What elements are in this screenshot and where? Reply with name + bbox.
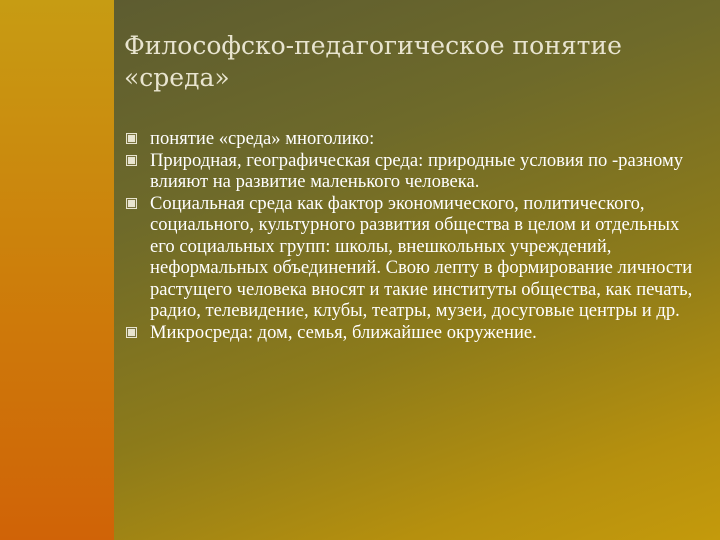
bullet-item bbox=[124, 128, 704, 150]
bullet-item bbox=[124, 322, 704, 344]
square-bullet-icon bbox=[126, 198, 137, 209]
bullet-item bbox=[124, 150, 704, 193]
square-bullet-icon bbox=[126, 155, 137, 166]
square-bullet-icon bbox=[126, 327, 137, 338]
bullet-text: Природная, географическая среда: природные условия по -разному влияют на развитие маленького человека. bbox=[150, 149, 684, 192]
left-accent-stripe bbox=[0, 0, 114, 540]
bullet-text: Социальная среда как фактор экономического, политического, социального, культурного развития общества в целом и отдельных его социальных групп: школы, внешкольных учреждений, неформальных объединений. Свою лепту в формирование личности растущего человека вносят и такие институты общества, как печать, радио, телевидение, клубы, театры, музеи, досуговые центры и др. bbox=[150, 192, 693, 321]
square-bullet-icon bbox=[126, 133, 137, 144]
slide-title: Философско-педагогическое понятие «среда» bbox=[124, 31, 622, 92]
bullet-text: Микросреда: дом, семья, ближайшее окружение. bbox=[150, 321, 537, 343]
bullet-item bbox=[124, 193, 704, 322]
bullet-text: понятие «среда» многолико: bbox=[150, 128, 375, 149]
bullet-list bbox=[124, 128, 704, 343]
